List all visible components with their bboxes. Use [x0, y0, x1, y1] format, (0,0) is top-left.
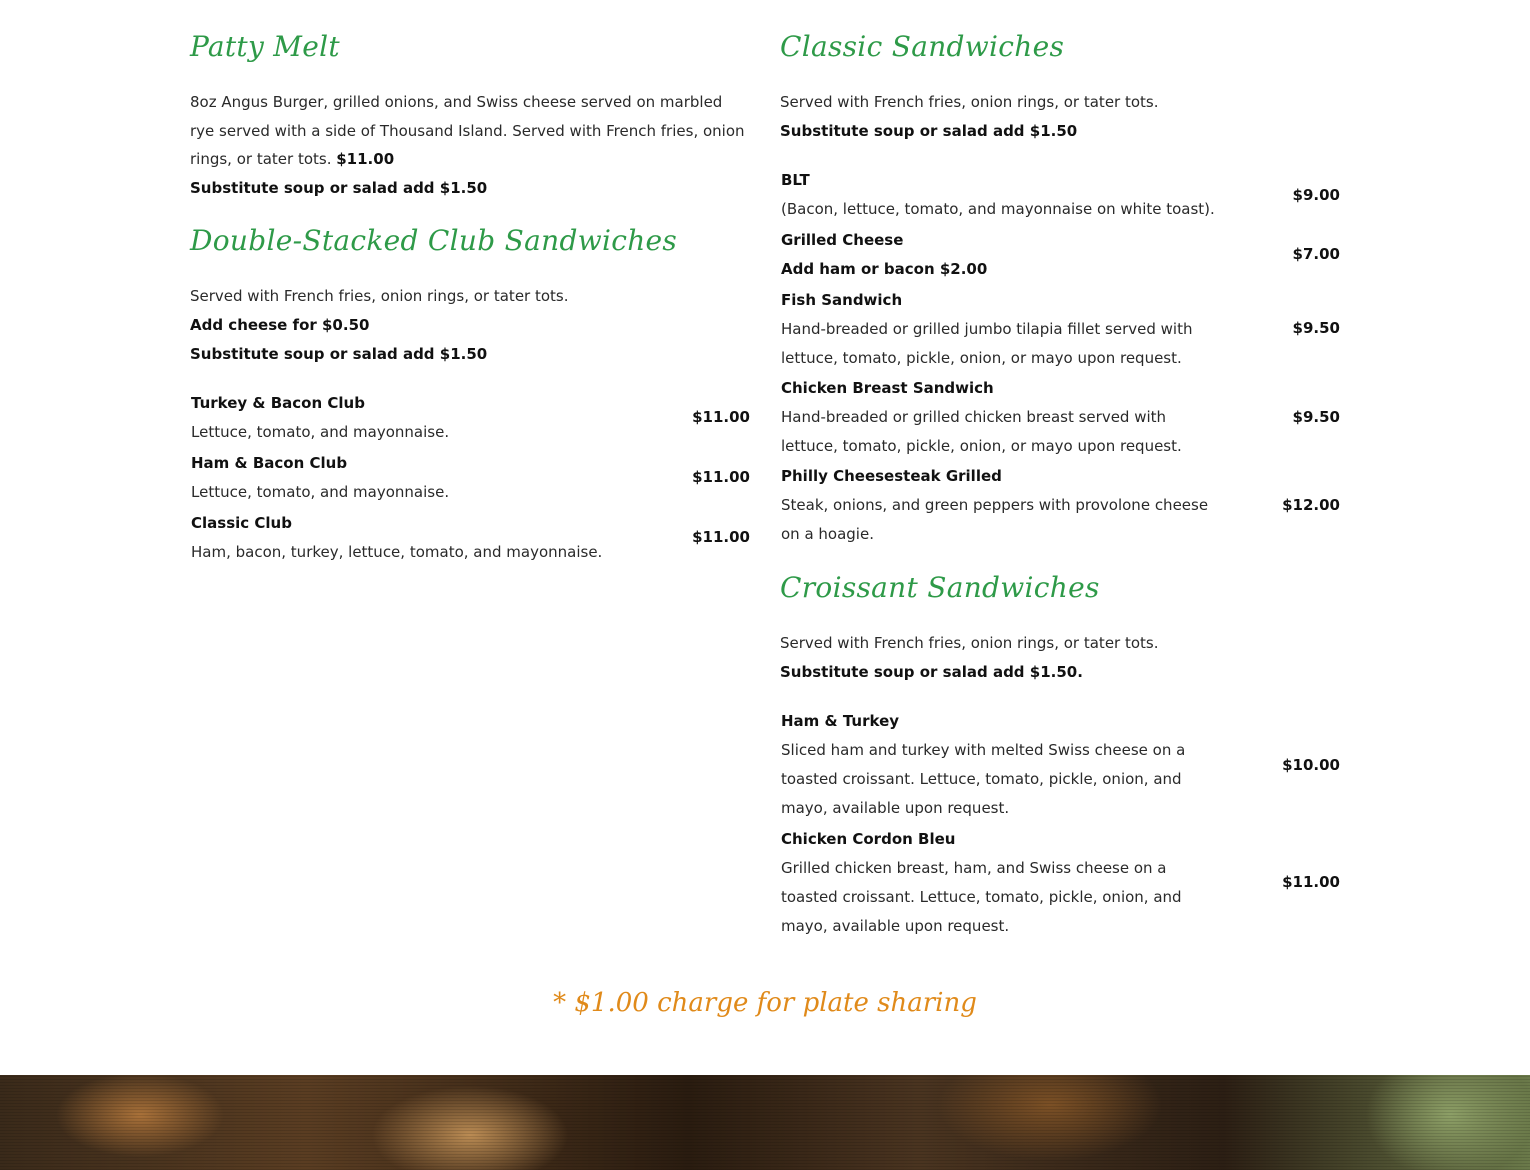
menu-item-price: $9.50	[1292, 319, 1340, 337]
menu-item	[781, 286, 1340, 373]
menu-item-name: Grilled Cheese	[781, 231, 904, 249]
menu-item-price: $11.00	[1282, 873, 1340, 891]
menu-item-name: Ham & Turkey	[781, 712, 900, 730]
menu-item	[191, 389, 750, 447]
menu-item-price: $12.00	[1282, 496, 1340, 514]
menu-item-description: Sliced ham and turkey with melted Swiss cheese on a toasted croissant. Lettuce, tomato, pickle, onion, and mayo, available upon request.	[781, 741, 1186, 817]
menu-item	[781, 462, 1340, 549]
classic-sandwiches-heading: Classic Sandwiches	[780, 30, 1065, 63]
food-photo-banner	[0, 1075, 1530, 1170]
menu-item-price: $10.00	[1282, 756, 1340, 774]
menu-item-name: Classic Club	[191, 514, 292, 532]
menu-item-name: Chicken Breast Sandwich	[781, 379, 994, 397]
patty-melt-substitute: Substitute soup or salad add $1.50	[190, 179, 488, 197]
menu-item	[781, 825, 1340, 941]
menu-item-name: Fish Sandwich	[781, 291, 903, 309]
menu-item-description: Add ham or bacon $2.00	[781, 260, 988, 278]
menu-item	[191, 509, 750, 567]
menu-item-price: $7.00	[1292, 245, 1340, 263]
croissant-sandwiches-heading: Croissant Sandwiches	[780, 571, 1100, 604]
club-sandwiches-heading: Double-Stacked Club Sandwiches	[190, 224, 678, 257]
menu-item	[191, 449, 750, 507]
croissant-substitute: Substitute soup or salad add $1.50.	[780, 663, 1083, 681]
menu-item-description: Lettuce, tomato, and mayonnaise.	[191, 483, 450, 501]
menu-item-name: BLT	[781, 171, 810, 189]
menu-item-price: $11.00	[692, 468, 750, 486]
menu-item-description: (Bacon, lettuce, tomato, and mayonnaise on white toast).	[781, 200, 1215, 218]
classic-served-with: Served with French fries, onion rings, or tater tots.	[780, 93, 1159, 111]
croissant-served-with: Served with French fries, onion rings, or tater tots.	[780, 634, 1159, 652]
menu-item	[781, 707, 1340, 823]
patty-melt-price: $11.00	[336, 150, 395, 169]
menu-item-price: $11.00	[692, 528, 750, 546]
menu-item	[781, 226, 1340, 284]
menu-item-price: $11.00	[692, 408, 750, 426]
menu-item-description: Lettuce, tomato, and mayonnaise.	[191, 423, 450, 441]
menu-item-name: Chicken Cordon Bleu	[781, 830, 956, 848]
menu-item-description: Ham, bacon, turkey, lettuce, tomato, and mayonnaise.	[191, 543, 603, 561]
menu-item-description: Hand-breaded or grilled chicken breast served with lettuce, tomato, pickle, onion, or mayo upon request.	[781, 408, 1182, 455]
club-served-with: Served with French fries, onion rings, or tater tots.	[190, 287, 569, 305]
classic-substitute: Substitute soup or salad add $1.50	[780, 122, 1078, 140]
menu-item-description: Grilled chicken breast, ham, and Swiss cheese on a toasted croissant. Lettuce, tomato, pickle, onion, and mayo, available upon request.	[781, 859, 1182, 935]
patty-melt-description-text: 8oz Angus Burger, grilled onions, and Swiss cheese served on marbled rye served with a side of Thousand Island. Served with French fries, onion rings, or tater tots.	[190, 93, 745, 169]
menu-item-description: Hand-breaded or grilled jumbo tilapia fillet served with lettuce, tomato, pickle, onion, or mayo upon request.	[781, 320, 1193, 367]
menu-item-name: Ham & Bacon Club	[191, 454, 348, 472]
patty-melt-heading: Patty Melt	[190, 30, 340, 63]
menu-item-price: $9.00	[1292, 186, 1340, 204]
menu-item-price: $9.50	[1292, 408, 1340, 426]
plate-sharing-note: * $1.00 charge for plate sharing	[553, 988, 977, 1018]
menu-item	[781, 166, 1340, 224]
patty-melt-description	[190, 88, 750, 174]
menu-item	[781, 374, 1340, 461]
club-add-cheese: Add cheese for $0.50	[190, 316, 370, 334]
club-substitute: Substitute soup or salad add $1.50	[190, 345, 488, 363]
menu-item-name: Philly Cheesesteak Grilled	[781, 467, 1002, 485]
menu-item-name: Turkey & Bacon Club	[191, 394, 365, 412]
menu-item-description: Steak, onions, and green peppers with provolone cheese on a hoagie.	[781, 496, 1209, 543]
